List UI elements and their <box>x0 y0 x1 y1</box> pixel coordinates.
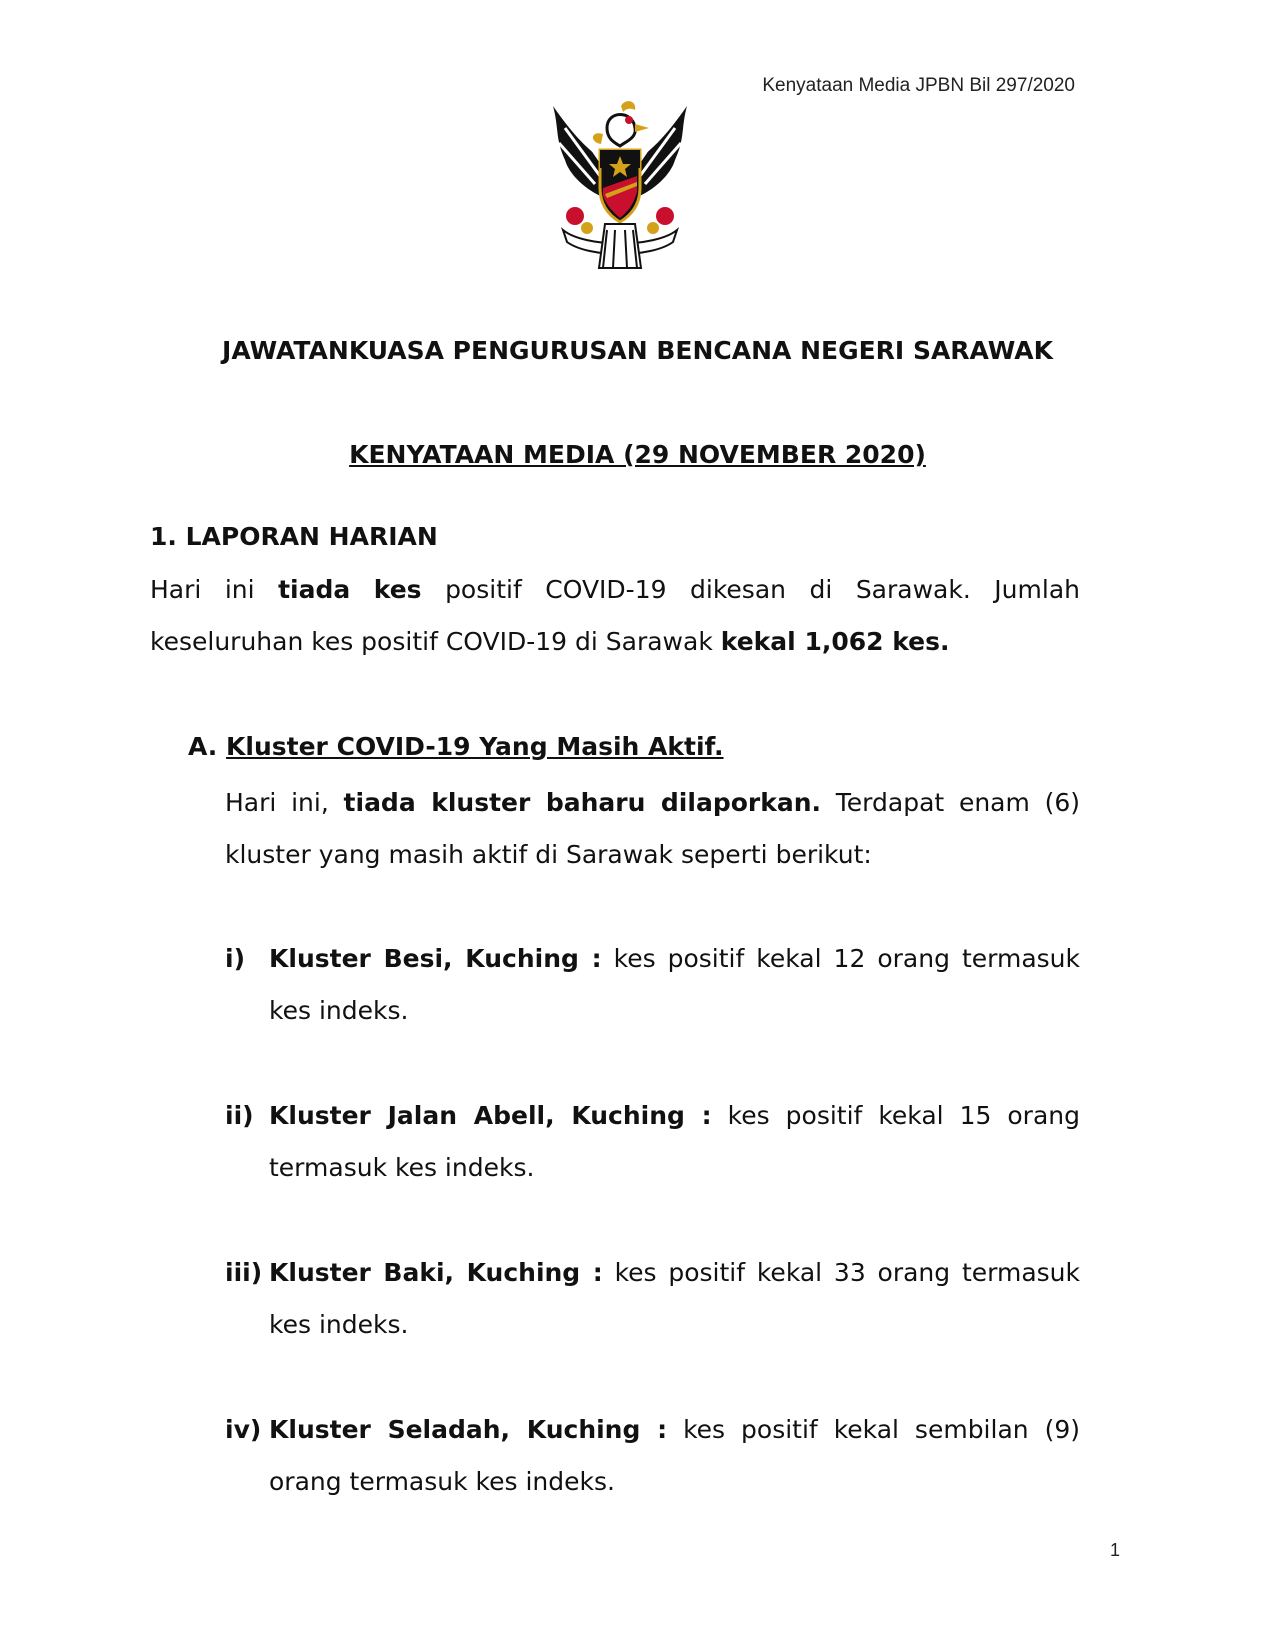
subsection-heading: A. Kluster COVID-19 Yang Masih Aktif. <box>188 732 724 761</box>
document-reference: Kenyataan Media JPBN Bil 297/2020 <box>762 75 1075 96</box>
subsection-paragraph: Hari ini, tiada kluster baharu dilaporkan. Terdapat enam (6) kluster yang masih aktif di Sarawak seperti berikut: <box>225 788 1081 869</box>
cluster-item: iii) Kluster Baki, Kuching : kes positif kekal 33 orang termasuk kes indeks. <box>225 1258 1080 1339</box>
section-heading: 1. LAPORAN HARIAN <box>150 522 438 551</box>
document-title: JAWATANKUASA PENGURUSAN BENCANA NEGERI SARAWAK <box>222 336 1053 365</box>
cluster-item: ii) Kluster Jalan Abell, Kuching : kes positif kekal 15 orang termasuk kes indeks. <box>225 1101 1080 1182</box>
cluster-item: iv) Kluster Seladah, Kuching : kes positif kekal sembilan (9) orang termasuk kes indeks. <box>225 1415 1080 1496</box>
daily-report-paragraph: Hari ini tiada kes positif COVID-19 dikesan di Sarawak. Jumlah keseluruhan kes positif COVID-19 di Sarawak kekal 1,062 kes. <box>150 575 1080 656</box>
sarawak-coat-of-arms-icon <box>545 98 695 270</box>
cluster-item: i) Kluster Besi, Kuching : kes positif kekal 12 orang termasuk kes indeks. <box>225 944 1080 1025</box>
document-subtitle: KENYATAAN MEDIA (29 NOVEMBER 2020) <box>349 440 926 469</box>
page-number: 1 <box>1109 1540 1120 1560</box>
